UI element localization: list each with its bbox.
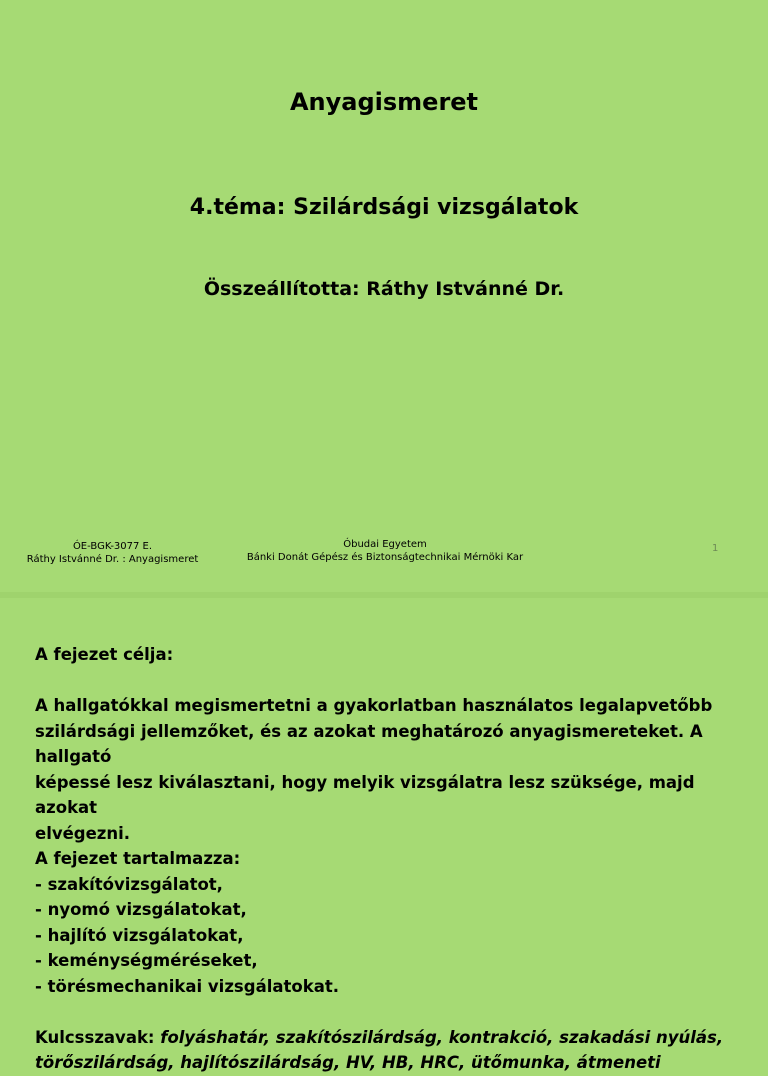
list-item: - hajlító vizsgálatokat,: [35, 923, 745, 949]
goal-line-3: képessé lesz kiválasztani, hogy melyik vizsgálatra lesz szüksége, majd azokat: [35, 772, 695, 817]
list-item: - nyomó vizsgálatokat,: [35, 897, 745, 923]
footer-institution: [215, 538, 555, 564]
slide-title: Anyagismeret: [289, 88, 479, 116]
slide-author: Összeállította: Ráthy Istvánné Dr.: [203, 278, 565, 300]
goal-line-2: szilárdsági jellemzőket, és az azokat meghatározó anyagismereteket. A hallgató: [35, 721, 703, 766]
list-item: - szakítóvizsgálatot,: [35, 872, 745, 898]
chapter-goal-heading: A fejezet célja:: [35, 645, 174, 664]
objectives-content: [35, 642, 745, 1076]
keywords-label: Kulcsszavak:: [35, 1027, 161, 1047]
contents-label: A fejezet tartalmazza:: [35, 849, 241, 868]
keywords-line-1: [35, 1025, 745, 1051]
goal-line-4: elvégezni.: [35, 823, 131, 843]
page-number: 1: [712, 543, 719, 554]
list-item: - törésmechanikai vizsgálatokat.: [35, 974, 745, 1000]
contents-list: [35, 872, 745, 1000]
list-item: - keménységméréseket,: [35, 948, 745, 974]
footer-course-code: ÓE-BGK-3077 E.: [72, 541, 153, 552]
footer-faculty: Bánki Donát Gépész és Biztonságtechnikai Mérnöki Kar: [246, 552, 524, 563]
objectives-slide: [0, 600, 768, 1072]
goal-line-1: A hallgatókkal megismertetni a gyakorlatban használatos legalapvetőbb: [35, 696, 713, 715]
slide-subtitle: 4.téma: Szilárdsági vizsgálatok: [189, 195, 579, 220]
keywords-text-2: törőszilárdság, hajlítószilárdság, HV, HB, HRC, ütőmunka, átmeneti: [35, 1053, 661, 1072]
footer-course-info: [10, 540, 215, 566]
spacer: [35, 668, 745, 694]
footer-course-author: Ráthy Istvánné Dr. : Anyagismeret: [26, 554, 199, 565]
footer-university: Óbudai Egyetem: [343, 539, 427, 550]
slide-divider: [0, 592, 768, 598]
spacer: [35, 999, 745, 1025]
keywords-text-1: folyáshatár, szakítószilárdság, kontrakció, szakadási nyúlás,: [160, 1027, 724, 1047]
